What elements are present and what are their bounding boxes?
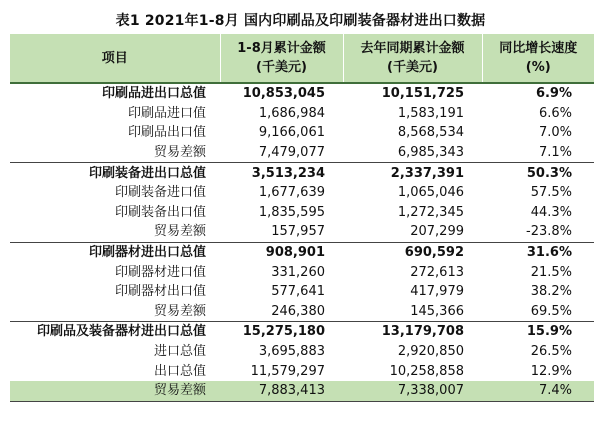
row-yoy-growth: 26.5%: [530, 344, 572, 360]
header-previous-amount: [343, 34, 482, 83]
row-previous-amount: 272,613: [410, 264, 464, 280]
row-label: 印刷装备进口值: [114, 185, 206, 201]
row-previous-amount: 207,299: [410, 224, 464, 240]
row-label: 印刷品进口值: [127, 105, 206, 121]
row-label: 印刷品出口值: [127, 125, 206, 141]
row-current-amount: 15,275,180: [242, 324, 325, 340]
row-previous-amount: 145,366: [410, 303, 464, 319]
table-row: [10, 342, 594, 362]
row-yoy-growth: 7.1%: [538, 145, 572, 161]
table-row: [10, 242, 594, 262]
table-body: [10, 83, 594, 401]
row-previous-amount: 7,338,007: [343, 381, 482, 401]
header-yoy-growth: [482, 34, 594, 83]
table-row: [10, 123, 594, 143]
header-current-line2: (千美元): [256, 60, 307, 75]
header-yoy-line2: (%): [525, 60, 551, 75]
row-label: 贸易差额: [153, 303, 206, 319]
row-current-amount: 331,260: [271, 264, 325, 280]
row-label: 印刷器材进出口总值: [88, 245, 206, 261]
row-previous-amount: 1,065,046: [397, 185, 464, 201]
header-current-amount: [220, 34, 343, 83]
row-yoy-growth: 15.9%: [526, 324, 572, 340]
row-yoy-growth: 57.5%: [530, 185, 572, 201]
header-previous-line1: 去年同期累计金额: [360, 41, 465, 56]
row-yoy-growth: -23.8%: [526, 224, 572, 240]
row-yoy-growth: 12.9%: [530, 363, 572, 379]
table-title: 表1 2021年1-8月 国内印刷品及印刷装备器材进出口数据: [115, 13, 486, 29]
row-previous-amount: 690,592: [404, 245, 464, 261]
table-row: [10, 282, 594, 302]
table-row: [10, 83, 594, 104]
row-previous-amount: 417,979: [410, 284, 464, 300]
table-row: [10, 262, 594, 282]
trade-data-table: [10, 34, 594, 402]
table-row: [10, 143, 594, 163]
table-row: [10, 203, 594, 223]
row-current-amount: 7,883,413: [220, 381, 343, 401]
row-previous-amount: 2,920,850: [397, 344, 464, 360]
row-yoy-growth: 6.6%: [538, 105, 572, 121]
row-yoy-growth: 50.3%: [526, 165, 572, 181]
row-previous-amount: 6,985,343: [397, 145, 464, 161]
header-item-label: 项目: [101, 50, 128, 66]
row-previous-amount: 13,179,708: [381, 324, 464, 340]
row-previous-amount: 10,258,858: [389, 363, 464, 379]
row-label: 印刷装备出口值: [114, 204, 206, 220]
row-current-amount: 10,853,045: [242, 86, 325, 102]
header-current-line1: 1-8月累计金额: [237, 41, 326, 56]
row-label: 印刷品进出口总值: [101, 86, 206, 102]
row-current-amount: 9,166,061: [258, 125, 325, 141]
table-row: [10, 104, 594, 124]
row-label: 进口总值: [153, 344, 206, 360]
row-yoy-growth: 6.9%: [535, 86, 572, 102]
row-previous-amount: 10,151,725: [381, 86, 464, 102]
header-row: [10, 34, 594, 83]
table-row: [10, 302, 594, 322]
header-previous-line2: (千美元): [387, 60, 438, 75]
row-label: 印刷装备进出口总值: [88, 165, 206, 181]
row-current-amount: 246,380: [271, 303, 325, 319]
table-row-highlighted: [10, 381, 594, 401]
row-label: 贸易差额: [10, 381, 220, 401]
row-label: 出口总值: [153, 363, 206, 379]
row-label: 印刷品及装备器材进出口总值: [36, 324, 206, 340]
table-row: [10, 222, 594, 242]
row-current-amount: 3,695,883: [258, 344, 325, 360]
row-current-amount: 908,901: [265, 245, 325, 261]
row-yoy-growth: 44.3%: [530, 204, 572, 220]
header-item: [10, 34, 220, 83]
row-label: 印刷器材出口值: [114, 284, 206, 300]
row-current-amount: 3,513,234: [251, 165, 325, 181]
row-label: 贸易差额: [153, 145, 206, 161]
header-yoy-line1: 同比增长速度: [499, 41, 578, 56]
table-row: [10, 163, 594, 183]
row-current-amount: 1,835,595: [258, 204, 325, 220]
table-row: [10, 183, 594, 203]
row-yoy-growth: 7.0%: [538, 125, 572, 141]
row-current-amount: 7,479,077: [258, 145, 325, 161]
row-current-amount: 1,677,639: [258, 185, 325, 201]
row-label: 印刷器材进口值: [114, 264, 206, 280]
table-row: [10, 322, 594, 342]
table-row: [10, 361, 594, 381]
row-current-amount: 1,686,984: [258, 105, 325, 121]
row-yoy-growth: 21.5%: [530, 264, 572, 280]
row-current-amount: 157,957: [271, 224, 325, 240]
row-previous-amount: 8,568,534: [397, 125, 464, 141]
row-previous-amount: 1,583,191: [397, 105, 464, 121]
row-previous-amount: 2,337,391: [390, 165, 464, 181]
row-yoy-growth: 38.2%: [530, 284, 572, 300]
row-yoy-growth: 31.6%: [526, 245, 572, 261]
row-current-amount: 577,641: [271, 284, 325, 300]
row-previous-amount: 1,272,345: [397, 204, 464, 220]
table-header: [10, 34, 594, 83]
row-yoy-growth: 7.4%: [482, 381, 594, 401]
row-label: 贸易差额: [153, 224, 206, 240]
row-yoy-growth: 69.5%: [530, 303, 572, 319]
row-current-amount: 11,579,297: [250, 363, 325, 379]
